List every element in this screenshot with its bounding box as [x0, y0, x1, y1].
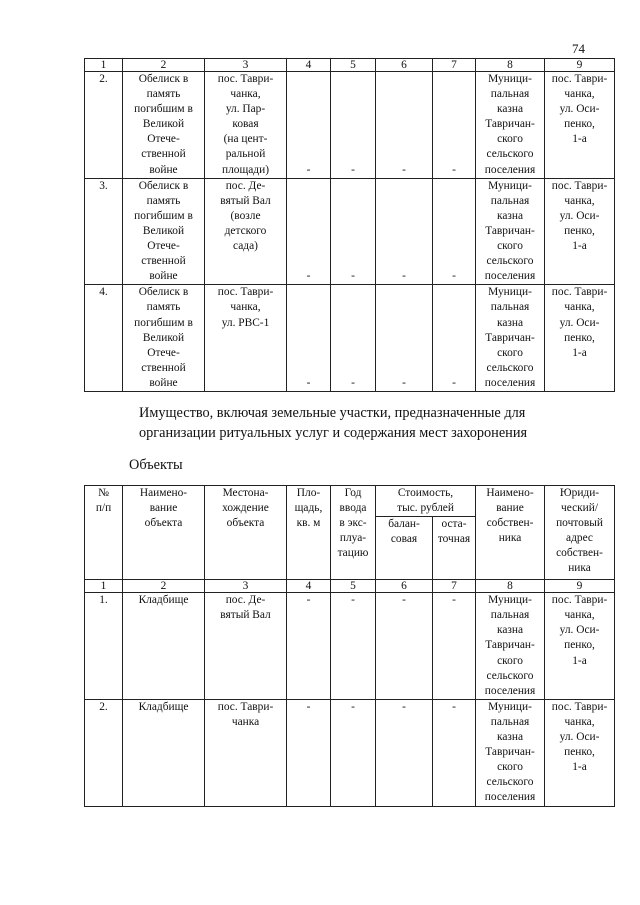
cell-line: - [402, 163, 406, 176]
cell-line: - [306, 700, 311, 713]
cell-location [205, 72, 287, 179]
cell-cost-balance [376, 699, 433, 806]
cell-line: ского [497, 654, 523, 667]
cell-address [545, 178, 615, 285]
cell-line: - [452, 376, 456, 389]
cell-line: Отече- [147, 133, 180, 146]
cell-line: пенко, [564, 639, 595, 652]
cell-line: Кладбище [138, 594, 189, 607]
cell-line: ул. Оси- [559, 209, 600, 222]
column-number: 9 [545, 580, 615, 593]
cell-year [331, 178, 376, 285]
cell-line: Муници- [488, 594, 532, 607]
cell-line: ского [497, 240, 523, 253]
cell-line: сада) [233, 240, 258, 253]
header-owner [476, 486, 545, 580]
cell-address [545, 699, 615, 806]
cell-line: пос. Таври- [217, 286, 274, 299]
intro-line: организации ритуальных услуг и содержания мест захоронения [139, 425, 528, 441]
cell-line: (возле [230, 209, 261, 222]
cell-line: сельского [486, 361, 534, 374]
cell-area [287, 593, 331, 700]
cell-line: погибшим в [134, 316, 193, 329]
column-number: 6 [376, 580, 433, 593]
cell-line: вание [149, 502, 178, 515]
column-number: 3 [205, 59, 287, 72]
cell-line: пальная [490, 609, 530, 622]
cell-line: сельского [486, 255, 534, 268]
cell-line: - [452, 270, 456, 283]
cell-cost-residual [433, 593, 476, 700]
cell-cost-balance [376, 178, 433, 285]
cell-cost-residual [433, 285, 476, 392]
header-cost-residual [433, 517, 476, 580]
cell-line: пос. Таври- [551, 700, 608, 713]
cell-line: 2. [99, 700, 108, 713]
cell-line: ского [497, 346, 523, 359]
cell-line: плуа- [339, 532, 367, 545]
cell-line: площади) [222, 163, 269, 176]
cell-line: ственной [141, 255, 186, 268]
cell-line: пенко, [564, 746, 595, 759]
column-number: 2 [123, 59, 205, 72]
cell-line: ника [498, 532, 522, 545]
cell-line: казна [496, 316, 524, 329]
cell-line: Наимено- [486, 487, 534, 499]
cell-line: собствен- [486, 517, 534, 530]
cell-line: Тавричан- [485, 639, 535, 652]
header-cost-balance [376, 517, 433, 580]
cell-num [85, 699, 123, 806]
cell-line: - [402, 376, 406, 389]
cell-line: Стоимость, [397, 487, 454, 499]
cell-line: казна [496, 103, 524, 116]
cell-owner [476, 593, 545, 700]
cell-owner [476, 72, 545, 179]
cell-location [205, 285, 287, 392]
cell-line: ского [497, 761, 523, 774]
cell-line: тацию [337, 547, 369, 560]
cell-line: 3. [99, 179, 108, 192]
cell-line: Юриди- [559, 487, 600, 499]
cell-line: 1-а [572, 346, 587, 359]
cell-line: поселения [484, 791, 536, 804]
column-number-row [85, 580, 615, 593]
cell-line: войне [149, 163, 178, 176]
header-cost [376, 486, 476, 517]
header-num [85, 486, 123, 580]
cell-line: пальная [490, 301, 530, 314]
cell-num [85, 285, 123, 392]
cell-line: пальная [490, 715, 530, 728]
cell-cost-balance [376, 72, 433, 179]
cell-line: п/п [95, 502, 112, 515]
cell-line: казна [496, 624, 524, 637]
column-number: 7 [433, 580, 476, 593]
cell-line: - [306, 270, 311, 283]
cell-line: - [351, 594, 355, 607]
cell-line: Тавричан- [485, 746, 535, 759]
cell-line: пос. Таври- [217, 700, 274, 713]
cell-year [331, 699, 376, 806]
cell-line: чанка, [230, 88, 261, 101]
objects-subtitle: Объекты [129, 457, 183, 473]
cell-line: чанка, [564, 194, 595, 207]
cell-line: 1-а [572, 133, 587, 146]
cell-cost-residual [433, 178, 476, 285]
table-row [85, 699, 615, 806]
cell-line: оста- [441, 518, 467, 531]
table-row [85, 72, 615, 179]
cell-line: Обелиск в [138, 179, 189, 192]
cell-line: ника [568, 562, 591, 575]
cell-line: кв. м [296, 517, 321, 530]
cell-line: пос. Таври- [551, 73, 608, 85]
cell-line: Великой [142, 118, 185, 131]
cell-line: 4. [99, 286, 108, 299]
cell-line: 1. [99, 594, 108, 607]
cell-line: Год [344, 487, 362, 499]
cell-line: балан- [388, 518, 420, 531]
cell-line: ческий/ [561, 502, 599, 515]
cell-line: войне [149, 270, 178, 283]
monuments-table [84, 58, 615, 392]
cell-line: ственной [141, 361, 186, 374]
cell-line: ственной [141, 148, 186, 161]
cell-line: № [98, 487, 109, 499]
column-number: 1 [85, 580, 123, 593]
cell-line: чанка, [564, 301, 595, 314]
cell-line: (на цент- [223, 133, 268, 146]
cell-line: Отече- [147, 346, 180, 359]
cell-line: Муници- [488, 73, 532, 85]
cell-name [123, 178, 205, 285]
cell-line: ского [497, 133, 523, 146]
header-location [205, 486, 287, 580]
cell-line: чанка, [230, 301, 261, 314]
cell-line: чанка [231, 715, 260, 728]
cell-line: Тавричан- [485, 118, 535, 131]
cell-line: в экс- [339, 517, 367, 530]
cell-line: пальная [490, 88, 530, 101]
cell-line: поселения [484, 163, 536, 176]
cell-line: ул. Пар- [225, 103, 266, 116]
cell-line: Муници- [488, 286, 532, 299]
cell-line: вятый Вал [220, 194, 271, 207]
cell-line: - [351, 163, 355, 176]
cell-line: - [452, 594, 456, 607]
cell-location [205, 699, 287, 806]
column-number: 8 [476, 580, 545, 593]
cell-line: чанка, [564, 609, 595, 622]
cell-line: Великой [142, 224, 185, 237]
cell-address [545, 593, 615, 700]
cell-area [287, 285, 331, 392]
cell-line: вание [496, 502, 524, 515]
cell-line: адрес [566, 532, 593, 545]
cell-line: Тавричан- [485, 331, 535, 344]
cell-line: сельского [486, 669, 534, 682]
cell-line: - [452, 163, 456, 176]
cell-area [287, 699, 331, 806]
cell-line: память [146, 194, 181, 207]
column-number: 4 [287, 580, 331, 593]
cell-year [331, 285, 376, 392]
cell-line: детского [224, 224, 267, 237]
cell-line: пенко, [564, 118, 595, 131]
cell-area [287, 178, 331, 285]
table-row [85, 178, 615, 285]
page-number: 74 [572, 41, 585, 56]
header-name [123, 486, 205, 580]
cell-line: 1-а [572, 240, 587, 253]
column-number: 8 [476, 59, 545, 72]
cell-line: вятый Вал [220, 609, 271, 622]
column-number: 4 [287, 59, 331, 72]
cell-name [123, 72, 205, 179]
column-number: 5 [331, 59, 376, 72]
cell-line: Великой [142, 331, 185, 344]
cell-line: пос. Таври- [551, 286, 608, 299]
cell-line: ковая [232, 118, 259, 131]
cell-line: точная [437, 533, 471, 546]
cell-location [205, 593, 287, 700]
cell-line: - [402, 594, 406, 607]
header-row [85, 486, 615, 517]
column-number-row [85, 59, 615, 72]
cell-line: Наимено- [139, 487, 188, 499]
cell-line: пос. Таври- [551, 179, 608, 192]
cell-line: 1-а [572, 761, 587, 774]
column-number: 6 [376, 59, 433, 72]
cell-name [123, 593, 205, 700]
cell-line: войне [149, 376, 178, 389]
cell-line: пос. Таври- [217, 73, 274, 85]
cell-line: казна [496, 731, 524, 744]
cell-line: пенко, [564, 331, 595, 344]
cell-line: - [452, 700, 456, 713]
cell-line: поселения [484, 684, 536, 697]
cell-line: память [146, 88, 181, 101]
cell-name [123, 285, 205, 392]
cell-line: сельского [486, 148, 534, 161]
cell-line: собствен- [556, 547, 603, 560]
cell-line: ул. Оси- [559, 731, 600, 744]
cell-line: пос. Таври- [551, 594, 608, 607]
cell-line: казна [496, 209, 524, 222]
cell-area [287, 72, 331, 179]
cell-line: - [306, 376, 311, 389]
cell-line: чанка, [564, 88, 595, 101]
cell-line: - [351, 700, 355, 713]
cell-line: объекта [226, 517, 265, 530]
cell-num [85, 178, 123, 285]
cell-line: 2. [99, 73, 108, 85]
section-intro [139, 403, 599, 443]
cell-line: Отече- [147, 240, 180, 253]
cell-line: - [351, 376, 355, 389]
cell-line: ральной [225, 148, 266, 161]
cell-line: ул. Оси- [559, 103, 600, 116]
column-number: 2 [123, 580, 205, 593]
cell-line: ул. РВС-1 [221, 316, 270, 329]
cell-line: Обелиск в [138, 73, 189, 85]
cell-owner [476, 178, 545, 285]
cell-location [205, 178, 287, 285]
cell-line: сельского [486, 776, 534, 789]
cell-num [85, 593, 123, 700]
cell-line: Пло- [296, 487, 321, 499]
cell-line: - [306, 594, 311, 607]
cell-line: Муници- [488, 700, 532, 713]
cell-line: - [351, 270, 355, 283]
cell-cost-residual [433, 72, 476, 179]
intro-line: Имущество, включая земельные участки, предназначенные для [139, 405, 526, 421]
column-number: 9 [545, 59, 615, 72]
cell-line: - [402, 700, 406, 713]
cell-line: Местона- [222, 487, 269, 499]
cell-line: - [402, 270, 406, 283]
cell-line: пос. Де- [225, 594, 266, 607]
cell-line: Обелиск в [138, 286, 189, 299]
cell-line: Кладбище [138, 700, 189, 713]
cell-cost-balance [376, 285, 433, 392]
cell-line: ул. Оси- [559, 624, 600, 637]
cell-line: хождение [222, 502, 269, 515]
cell-line: тыс. рублей [397, 502, 454, 515]
column-number: 7 [433, 59, 476, 72]
cell-line: погибшим в [134, 209, 193, 222]
cell-line: щадь, [294, 502, 323, 515]
cell-year [331, 593, 376, 700]
cell-line: почтовый [556, 517, 603, 530]
cell-line: пенко, [564, 224, 595, 237]
cell-line: Муници- [488, 179, 532, 192]
cell-line: поселения [484, 376, 536, 389]
cell-line: ул. Оси- [559, 316, 600, 329]
table-row [85, 285, 615, 392]
cell-line: поселения [484, 270, 536, 283]
cell-owner [476, 285, 545, 392]
cell-line: погибшим в [134, 103, 193, 116]
header-area [287, 486, 331, 580]
cell-line: память [146, 301, 181, 314]
cell-line: чанка, [564, 715, 595, 728]
cell-cost-residual [433, 699, 476, 806]
cell-line: 1-а [572, 654, 587, 667]
cell-line: совая [390, 533, 418, 546]
cell-address [545, 285, 615, 392]
column-number: 3 [205, 580, 287, 593]
cell-address [545, 72, 615, 179]
cell-line: пос. Де- [225, 179, 266, 192]
cell-owner [476, 699, 545, 806]
cemeteries-table [84, 485, 615, 807]
cell-num [85, 72, 123, 179]
header-address [545, 486, 615, 580]
cell-line: ввода [339, 502, 367, 515]
cell-cost-balance [376, 593, 433, 700]
column-number: 1 [85, 59, 123, 72]
table-row [85, 593, 615, 700]
cell-year [331, 72, 376, 179]
header-year [331, 486, 376, 580]
column-number: 5 [331, 580, 376, 593]
cell-line: Тавричан- [485, 224, 535, 237]
cell-line: - [306, 163, 311, 176]
cell-name [123, 699, 205, 806]
cell-line: пальная [490, 194, 530, 207]
cell-line: объекта [144, 517, 183, 530]
